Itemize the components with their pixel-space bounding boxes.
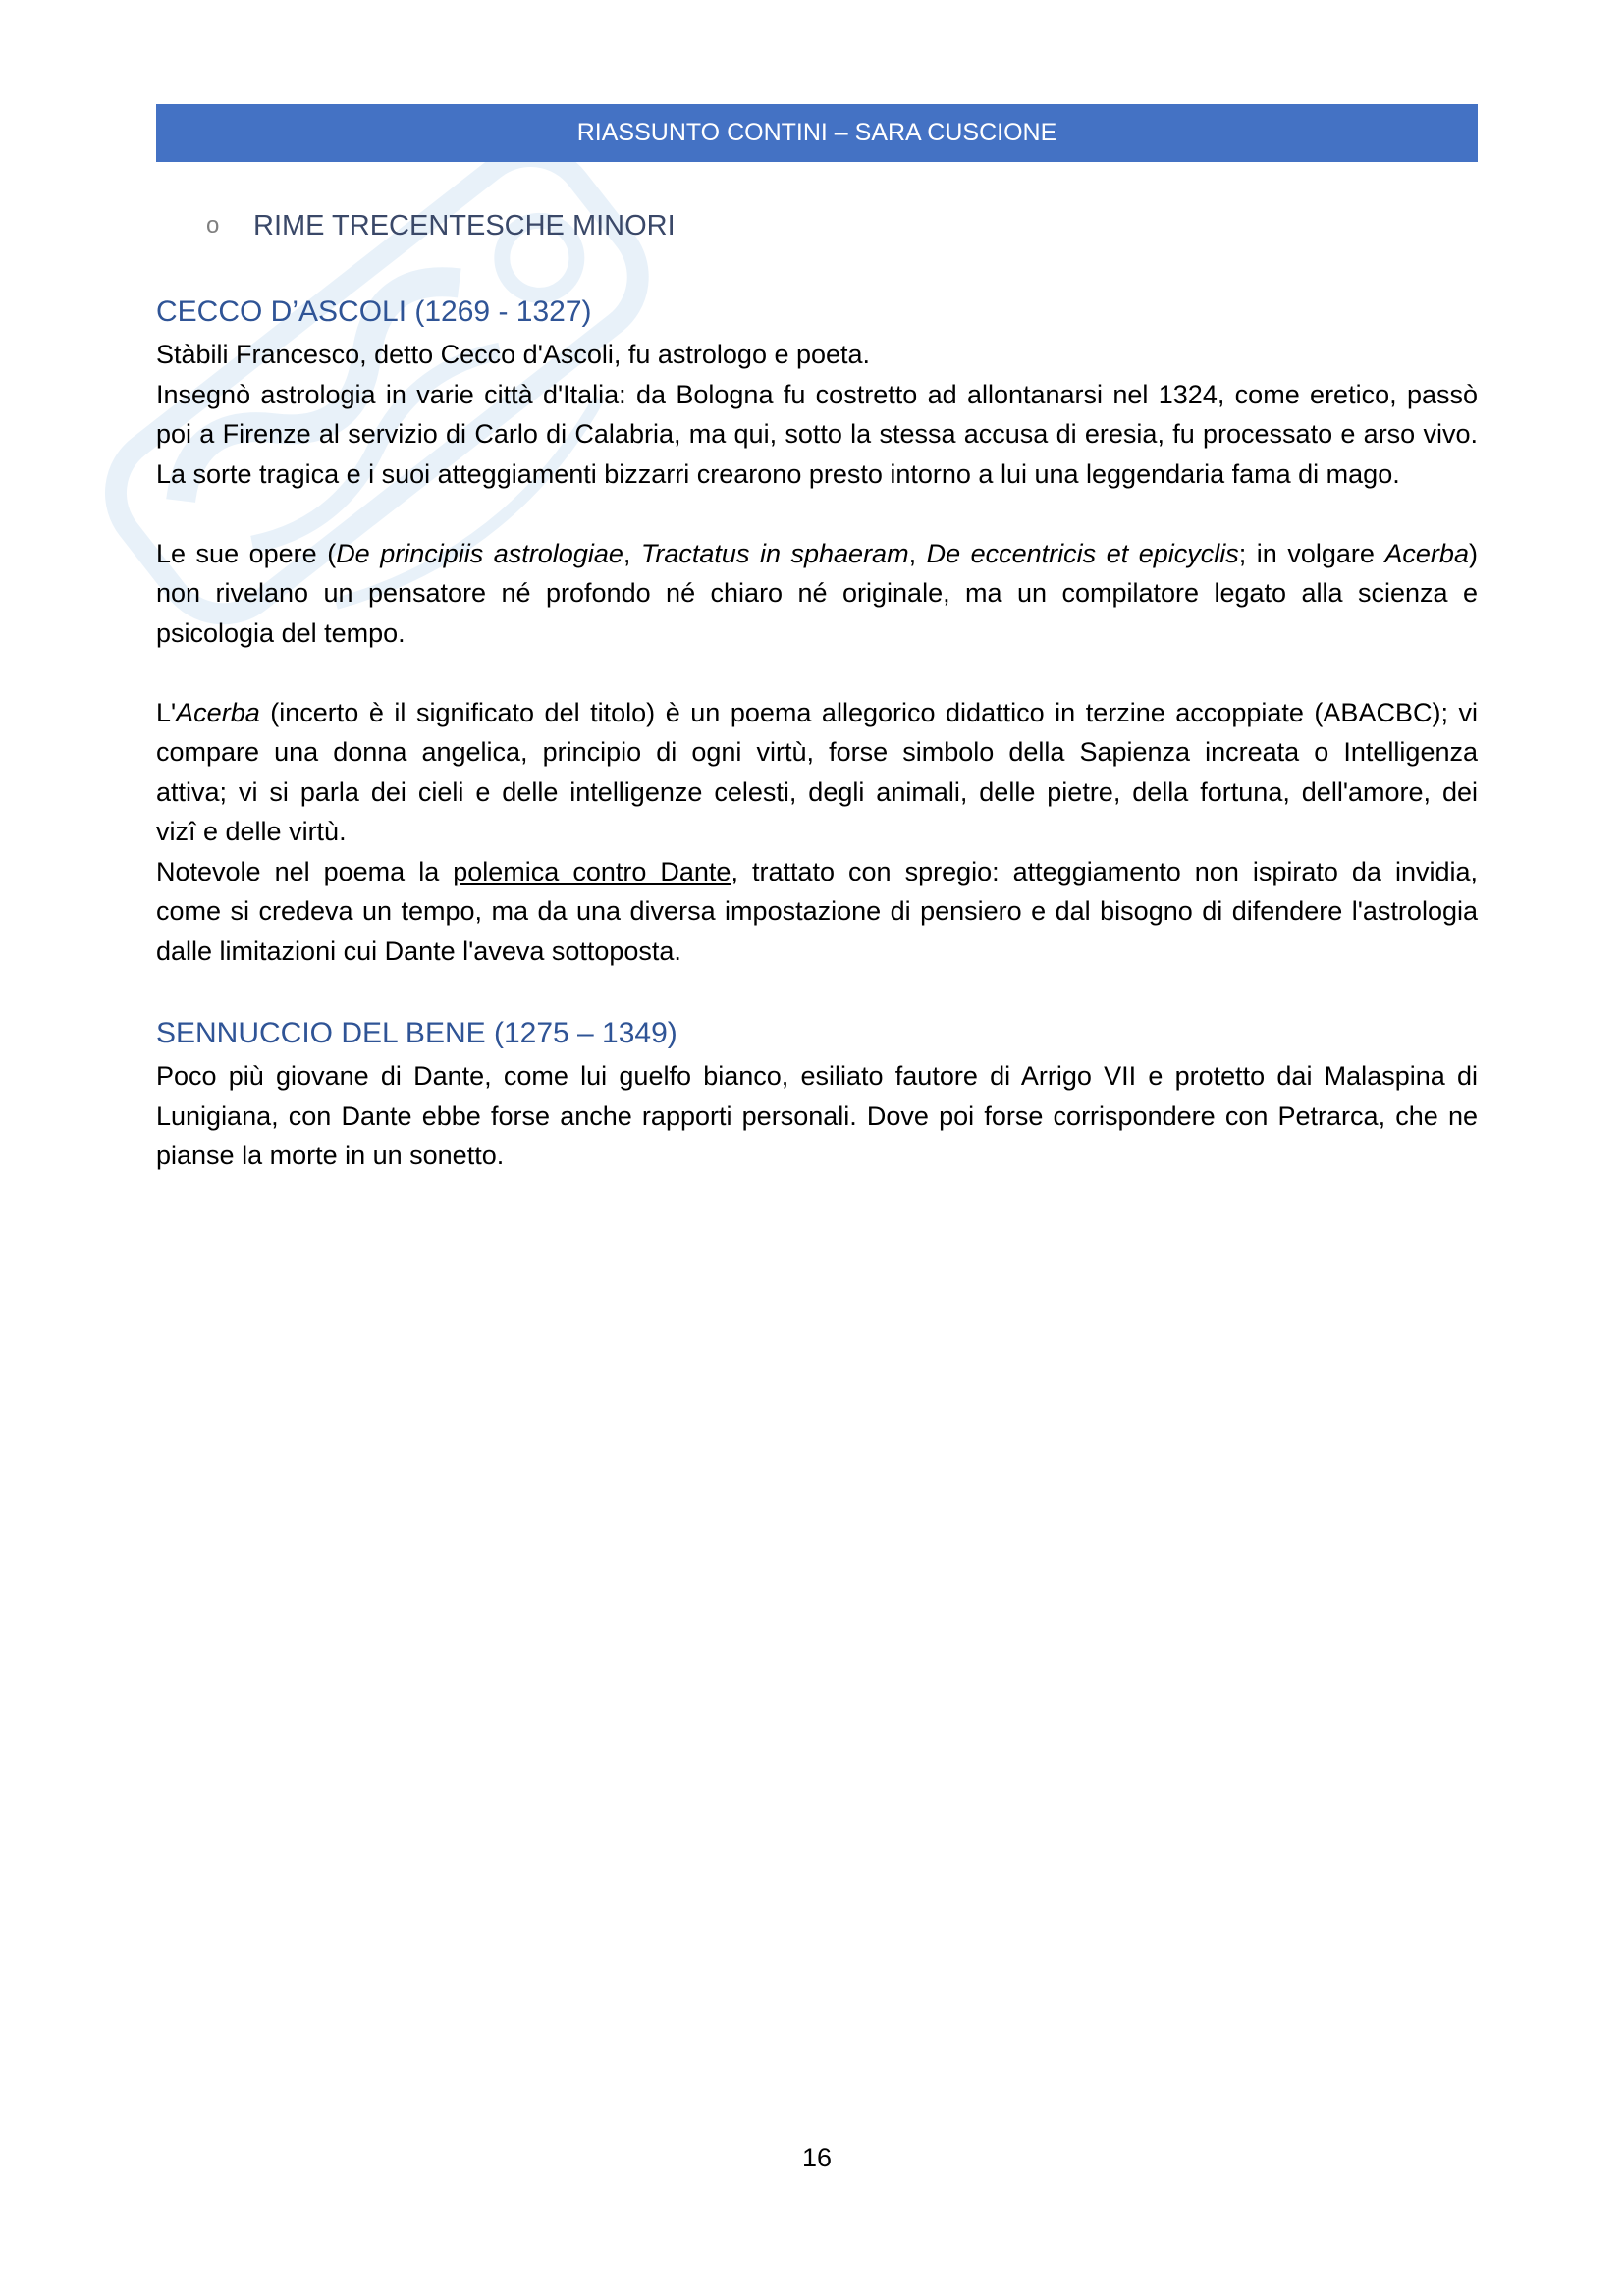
text-run: Poco più giovane di Dante, come lui guelfo bianco, esiliato fautore di Arrigo VII e protetto dai Malaspina di	[156, 1061, 1478, 1091]
paragraph-works	[156, 534, 1478, 654]
text-line	[156, 1136, 1478, 1176]
section-heading	[156, 203, 1478, 248]
paragraph-bio	[156, 375, 1478, 495]
text-line	[156, 573, 1478, 614]
underlined-text: polemica contro Dante	[453, 856, 731, 886]
text-run: Le sue opere (	[156, 538, 337, 568]
text-line	[156, 534, 1478, 574]
text-run: ,	[623, 538, 641, 568]
paragraph-acerba	[156, 693, 1478, 852]
text-run: attiva; vi si parla dei cieli e delle intelligenze celesti, degli animali, delle pietre, della fortuna, dell'amore, dei	[156, 776, 1478, 807]
text-line	[156, 614, 1478, 654]
text-line	[156, 852, 1478, 892]
text-run: vizî e delle virtù.	[156, 817, 347, 846]
header-title: RIASSUNTO CONTINI – SARA CUSCIONE	[576, 119, 1057, 146]
running-header	[156, 104, 1478, 162]
text-line	[156, 932, 1478, 972]
text-line	[156, 1056, 1478, 1096]
heading-cecco-dascoli: CECCO D’ASCOLI (1269 - 1327)	[156, 295, 592, 328]
text-run: , trattato con spregio: atteggiamento non ispirato da invidia,	[731, 856, 1479, 886]
text-run: ,	[908, 538, 927, 568]
text-run: compare una donna angelica, principio di ogni virtù, forse simbolo della Sapienza increata o Intelligenza	[156, 737, 1478, 767]
italic-title: De eccentricis et epicyclis	[926, 538, 1239, 568]
text-run: pianse la morte in un sonetto.	[156, 1141, 505, 1170]
text-line	[156, 812, 1478, 852]
paragraph-sennuccio	[156, 1056, 1478, 1176]
heading-sennuccio-del-bene: SENNUCCIO DEL BENE (1275 – 1349)	[156, 1017, 677, 1049]
page-number: 16	[801, 2143, 833, 2172]
text-line	[156, 335, 1478, 375]
text-run: Notevole nel poema la	[156, 856, 454, 886]
text-run: ; in volgare	[1238, 538, 1385, 568]
text-run: (incerto è il significato del titolo) è un poema allegorico didattico in terzine accoppiate (ABACBC); vi	[259, 697, 1478, 727]
text-run: non rivelano un pensatore né profondo né chiaro né originale, ma un compilatore legato alla scienza e	[156, 578, 1478, 608]
text-run: Lunigiana, con Dante ebbe forse anche rapporti personali. Dove poi forse corrispondere con Petrarca, che ne	[156, 1100, 1478, 1131]
text-line	[156, 375, 1478, 415]
italic-title: Acerba	[1384, 538, 1469, 568]
text-line	[156, 891, 1478, 932]
text-line	[156, 414, 1478, 454]
text-line	[156, 1096, 1478, 1137]
text-line	[156, 732, 1478, 773]
text-run: L'	[156, 697, 177, 727]
body-sennuccio-del-bene	[156, 1056, 1478, 1176]
text-run: )	[1468, 538, 1478, 568]
italic-title: Acerba	[176, 697, 260, 727]
text-run: come si credeva un tempo, ma da una diversa impostazione di pensiero e dal bisogno di difendere l'astrologia	[156, 896, 1478, 926]
text-run: La sorte tragica e i suoi atteggiamenti bizzarri crearono presto intorno a lui una leggendaria fama di mago.	[156, 458, 1400, 489]
text-line	[156, 454, 1478, 495]
body-cecco-dascoli	[156, 335, 1478, 971]
text-run: Stàbili Francesco, detto Cecco d'Ascoli, fu astrologo e poeta.	[156, 340, 871, 369]
bullet-marker: o	[206, 212, 220, 239]
text-run: dalle limitazioni cui Dante l'aveva sottoposta.	[156, 935, 681, 966]
paragraph-polemic	[156, 852, 1478, 972]
section-title: RIME TRECENTESCHE MINORI	[253, 210, 676, 241]
text-line	[156, 693, 1478, 733]
text-line	[156, 773, 1478, 813]
text-run: Insegnò astrologia in varie città d'Italia: da Bologna fu costretto ad allontanarsi nel 1324, come eretico, passò	[156, 379, 1478, 409]
text-run: poi a Firenze al servizio di Carlo di Calabria, ma qui, sotto la stessa accusa di eresia, fu processato e arso vivo.	[156, 419, 1478, 449]
paragraph-bio-intro	[156, 335, 1478, 375]
text-run: psicologia del tempo.	[156, 617, 406, 648]
italic-title: Tractatus in sphaeram	[640, 538, 909, 568]
italic-title: De principiis astrologiae	[336, 538, 623, 568]
